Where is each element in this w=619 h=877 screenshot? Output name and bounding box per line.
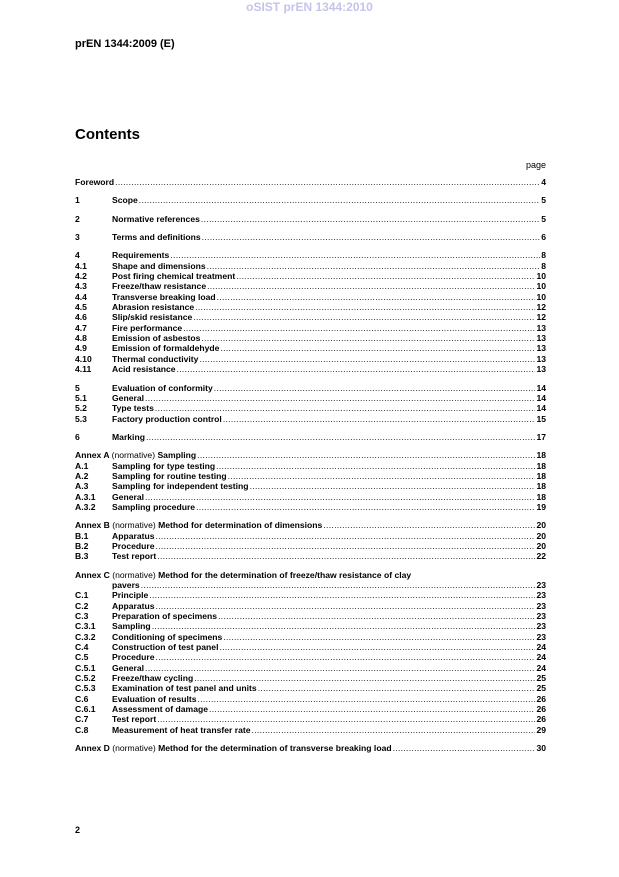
toc-entry-title: General (112, 392, 145, 403)
leader-dots (145, 393, 535, 403)
leader-dots (207, 281, 535, 291)
watermark: oSIST prEN 1344:2010 (246, 0, 373, 14)
toc-entry-title: Sampling for independent testing (112, 481, 249, 492)
leader-dots (194, 673, 535, 683)
toc-section-number: A.2 (75, 470, 89, 481)
group-spacer (75, 735, 546, 743)
toc-entry-title (75, 520, 322, 530)
toc-entry[interactable] (75, 364, 546, 374)
leader-dots (183, 323, 535, 333)
toc-entry[interactable] (75, 250, 546, 260)
leader-dots (156, 541, 536, 551)
toc-entry-title: Measurement of heat transfer rate (112, 724, 251, 735)
annex-label: Annex C (75, 569, 113, 580)
toc-entry[interactable] (75, 383, 546, 393)
leader-dots (250, 481, 536, 491)
toc-entry[interactable] (75, 281, 546, 291)
annex-title: Method for determination of dimensions (158, 520, 323, 531)
toc-entry[interactable] (75, 333, 546, 343)
toc-entry-annex[interactable] (75, 520, 546, 530)
toc-page-number: 5 (541, 195, 546, 206)
leader-dots (223, 414, 536, 424)
toc-page-number: 18 (536, 491, 546, 502)
toc-section-number: A.3.1 (75, 491, 96, 502)
toc-page-number: 14 (536, 392, 546, 403)
toc-section-number: C.4 (75, 642, 89, 653)
leader-dots (223, 632, 535, 642)
toc-entry-title-cont: pavers (112, 580, 140, 590)
toc-page-number: 12 (536, 312, 546, 323)
toc-page-number: 30 (536, 743, 546, 754)
toc-page-number: 18 (536, 460, 546, 471)
leader-dots (156, 601, 536, 611)
toc-section-number: B.3 (75, 551, 89, 562)
toc-section-number: 2 (75, 213, 80, 224)
leader-dots (145, 492, 535, 502)
leader-dots (170, 250, 540, 260)
toc-page-number: 26 (536, 704, 546, 715)
toc-entry-title: Apparatus (112, 530, 155, 541)
toc-page-number: 23 (536, 600, 546, 611)
toc-entry[interactable] (75, 601, 546, 611)
toc-page-number: 25 (536, 683, 546, 694)
leader-dots (209, 704, 535, 714)
toc-section-number: 6 (75, 431, 80, 442)
leader-dots (149, 590, 535, 600)
leader-dots (201, 333, 535, 343)
toc-entry[interactable] (75, 663, 546, 673)
toc-page-number: 14 (536, 382, 546, 393)
toc-entry[interactable] (75, 541, 546, 551)
toc-section-number: 4.8 (75, 333, 87, 344)
toc-entry-annex[interactable] (75, 450, 546, 460)
toc-page-number: 22 (536, 551, 546, 562)
toc-page-number: 19 (536, 501, 546, 512)
toc-entry[interactable] (75, 725, 546, 735)
toc-entry-title: Test report (112, 551, 157, 562)
leader-dots (202, 232, 541, 242)
toc-section-number: A.3 (75, 481, 89, 492)
toc-entry[interactable] (75, 632, 546, 642)
toc-entry[interactable] (75, 403, 546, 413)
toc-entry-title: Preparation of specimens (112, 611, 218, 622)
toc-page-number: 8 (541, 250, 546, 261)
toc-entry[interactable] (75, 652, 546, 662)
toc-entry-title (75, 450, 196, 460)
group-spacer (75, 562, 546, 570)
toc-section-number: 5.1 (75, 392, 87, 403)
toc-section-number: 4.4 (75, 291, 87, 302)
toc-entry[interactable] (75, 471, 546, 481)
toc-section-number: C.3 (75, 611, 89, 622)
toc-entry-title: Factory production control (112, 413, 222, 424)
group-spacer (75, 206, 546, 214)
toc-section-number: C.8 (75, 724, 89, 735)
toc-page-number: 13 (536, 364, 546, 375)
toc-page-number: 17 (536, 431, 546, 442)
leader-dots (199, 354, 535, 364)
toc-entry[interactable] (75, 673, 546, 683)
toc-entry-title: Apparatus (112, 600, 155, 611)
group-spacer (75, 224, 546, 232)
toc-entry[interactable] (75, 621, 546, 631)
toc-entry-title: Slip/skid resistance (112, 312, 193, 323)
leader-dots (258, 683, 536, 693)
toc-entry-title: Requirements (112, 250, 170, 261)
leader-dots (156, 652, 536, 662)
document-header: prEN 1344:2009 (E) (75, 38, 175, 50)
toc-section-number: 1 (75, 195, 80, 206)
toc-entry[interactable] (75, 271, 546, 281)
toc-entry-annex[interactable] (75, 743, 546, 753)
toc-entry[interactable] (75, 195, 546, 205)
toc-entry-title: General (112, 662, 145, 673)
toc-entry-title: General (112, 491, 145, 502)
toc-entry[interactable] (75, 232, 546, 242)
toc-entry[interactable] (75, 177, 546, 187)
leader-dots (216, 461, 535, 471)
toc-page-number: 13 (536, 343, 546, 354)
toc-entry-title: Test report (112, 714, 157, 725)
toc-section-number: C.5.1 (75, 662, 96, 673)
toc-entry-title: Sampling (112, 621, 151, 632)
toc-page-number: 13 (536, 353, 546, 364)
toc-section-number: 4.6 (75, 312, 87, 323)
page-column-label: page (525, 160, 546, 170)
toc-entry[interactable] (75, 531, 546, 541)
toc-entry-title: Emission of asbestos (112, 333, 201, 344)
toc-entry-title: Type tests (112, 403, 154, 414)
toc-entry[interactable] (75, 481, 546, 491)
toc-entry[interactable] (75, 292, 546, 302)
leader-dots (207, 261, 541, 271)
toc-entry-title: Evaluation of conformity (112, 382, 213, 393)
annex-label: Annex B (75, 520, 113, 531)
toc-page-number: 23 (536, 590, 546, 601)
toc-section-number: 4 (75, 250, 80, 261)
page-number: 2 (75, 825, 81, 835)
leader-dots (201, 214, 540, 224)
toc-entry-title: Assessment of damage (112, 704, 208, 715)
table-of-contents (75, 177, 546, 754)
group-spacer (75, 187, 546, 195)
toc-section-number: 5.2 (75, 403, 87, 414)
toc-entry-title: Examination of test panel and units (112, 683, 257, 694)
toc-page-number: 8 (541, 260, 546, 271)
group-spacer (75, 512, 546, 520)
toc-entry-title: Sampling procedure (112, 501, 196, 512)
toc-section-number: A.1 (75, 460, 89, 471)
leader-dots (139, 195, 540, 205)
toc-entry-title: Acid resistance (112, 364, 176, 375)
toc-section-number: 5 (75, 382, 80, 393)
toc-section-number: C.5 (75, 652, 89, 663)
annex-qualifier: (normative) (111, 450, 158, 461)
toc-section-number: 3 (75, 232, 80, 243)
page-title: Contents (75, 126, 140, 143)
toc-section-number: C.6 (75, 693, 89, 704)
toc-entry-title: Terms and definitions (112, 232, 201, 243)
annex-qualifier: (normative) (112, 743, 159, 754)
toc-entry-title: Freeze/thaw cycling (112, 673, 194, 684)
toc-entry[interactable] (75, 461, 546, 471)
toc-entry-title: Post firing chemical treatment (112, 271, 236, 282)
toc-entry-title: Emission of formaldehyde (112, 343, 220, 354)
toc-entry[interactable] (75, 312, 546, 322)
leader-dots (152, 621, 536, 631)
toc-page-number: 10 (536, 281, 546, 292)
toc-section-number: B.2 (75, 540, 89, 551)
toc-entry-title: Transverse breaking load (112, 291, 216, 302)
leader-dots (146, 432, 535, 442)
toc-entry[interactable] (75, 414, 546, 424)
toc-section-number: B.1 (75, 530, 89, 541)
leader-dots (196, 502, 535, 512)
leader-dots (198, 694, 536, 704)
toc-section-number: C.5.2 (75, 673, 96, 684)
leader-dots (155, 403, 536, 413)
toc-page-number: 14 (536, 403, 546, 414)
leader-dots (228, 471, 536, 481)
toc-page-number: 23 (536, 580, 546, 590)
annex-title: Method for the determination of transverse breaking load (158, 743, 392, 754)
leader-dots (252, 725, 536, 735)
toc-page-number: 13 (536, 333, 546, 344)
toc-page-number: 18 (536, 470, 546, 481)
toc-section-number: A.3.2 (75, 501, 96, 512)
toc-section-number: C.3.2 (75, 631, 96, 642)
toc-entry-title: Foreword (75, 177, 115, 187)
toc-page-number: 25 (536, 673, 546, 684)
toc-entry-title (75, 570, 411, 580)
toc-page-number: 29 (536, 724, 546, 735)
toc-page-number: 20 (536, 520, 546, 531)
toc-entry-title: Conditioning of specimens (112, 631, 223, 642)
toc-entry[interactable] (75, 214, 546, 224)
toc-page-number: 23 (536, 621, 546, 632)
leader-dots (193, 312, 535, 322)
group-spacer (75, 375, 546, 383)
toc-section-number: 4.2 (75, 271, 87, 282)
toc-entry-title: Thermal conductivity (112, 353, 199, 364)
toc-page-number: 20 (536, 530, 546, 541)
toc-section-number: C.7 (75, 714, 89, 725)
leader-dots (141, 580, 536, 590)
leader-dots (393, 743, 536, 753)
toc-page-number: 26 (536, 714, 546, 725)
leader-dots (197, 450, 535, 460)
toc-section-number: 4.7 (75, 322, 87, 333)
toc-page-number: 24 (536, 662, 546, 673)
toc-entry-title (75, 743, 392, 753)
toc-entry[interactable] (75, 502, 546, 512)
toc-entry-title: Sampling for type testing (112, 460, 216, 471)
toc-entry[interactable] (75, 354, 546, 364)
toc-page-number: 24 (536, 642, 546, 653)
annex-label: Annex D (75, 743, 113, 754)
toc-page-number: 13 (536, 322, 546, 333)
toc-page-number: 6 (541, 232, 546, 243)
toc-entry-title: Marking (112, 431, 145, 442)
toc-entry[interactable] (75, 694, 546, 704)
toc-section-number: 4.11 (75, 364, 92, 375)
toc-page-number: 12 (536, 302, 546, 313)
toc-page-number: 23 (536, 611, 546, 622)
toc-section-number: C.3.1 (75, 621, 96, 632)
toc-page-number: 10 (536, 271, 546, 282)
leader-dots (220, 343, 535, 353)
annex-title: Sampling (157, 450, 197, 461)
toc-page-number: 26 (536, 693, 546, 704)
leader-dots (323, 520, 535, 530)
toc-entry[interactable] (75, 393, 546, 403)
toc-entry-title: Sampling for routine testing (112, 470, 227, 481)
toc-entry[interactable] (75, 704, 546, 714)
toc-entry-title: Procedure (112, 652, 155, 663)
annex-qualifier: (normative) (112, 569, 159, 580)
toc-entry[interactable] (75, 714, 546, 724)
toc-entry-title: Fire performance (112, 322, 183, 333)
toc-section-number: 5.3 (75, 413, 87, 424)
group-spacer (75, 242, 546, 250)
toc-entry[interactable] (75, 611, 546, 621)
leader-dots (219, 642, 535, 652)
toc-entry-title: Principle (112, 590, 149, 601)
toc-page-number: 18 (536, 450, 546, 461)
toc-entry[interactable] (75, 492, 546, 502)
toc-entry-title: Normative references (112, 213, 200, 224)
leader-dots (236, 271, 535, 281)
toc-page-number: 15 (536, 413, 546, 424)
toc-page-number: 24 (536, 652, 546, 663)
toc-entry[interactable] (75, 261, 546, 271)
toc-entry-title: Construction of test panel (112, 642, 219, 653)
toc-page-number: 18 (536, 481, 546, 492)
toc-entry-title: Evaluation of results (112, 693, 197, 704)
toc-entry-title: Procedure (112, 540, 155, 551)
toc-section-number: C.6.1 (75, 704, 96, 715)
toc-page-number: 5 (541, 213, 546, 224)
leader-dots (156, 531, 536, 541)
group-spacer (75, 424, 546, 432)
toc-entry-title: Shape and dimensions (112, 260, 206, 271)
leader-dots (157, 551, 535, 561)
leader-dots (177, 364, 536, 374)
toc-entry-title: Abrasion resistance (112, 302, 195, 313)
toc-section-number: 4.10 (75, 353, 92, 364)
toc-entry[interactable] (75, 323, 546, 333)
annex-qualifier: (normative) (112, 520, 159, 531)
toc-entry[interactable] (75, 551, 546, 561)
toc-page-number: 4 (541, 177, 546, 187)
leader-dots (217, 292, 536, 302)
annex-title: Method for the determination of freeze/thaw resistance of clay (158, 569, 412, 580)
toc-entry-title: Freeze/thaw resistance (112, 281, 207, 292)
toc-entry-title: Scope (112, 195, 138, 206)
toc-page-number: 23 (536, 631, 546, 642)
toc-page-number: 10 (536, 291, 546, 302)
toc-section-number: C.1 (75, 590, 89, 601)
leader-dots (218, 611, 535, 621)
leader-dots (195, 302, 535, 312)
toc-entry[interactable] (75, 683, 546, 693)
group-spacer (75, 442, 546, 450)
leader-dots (214, 383, 536, 393)
toc-section-number: 4.3 (75, 281, 87, 292)
leader-dots (145, 663, 535, 673)
toc-entry[interactable] (75, 590, 546, 600)
toc-entry-annex[interactable] (75, 570, 546, 580)
toc-entry[interactable] (75, 432, 546, 442)
toc-section-number: 4.5 (75, 302, 87, 313)
toc-section-number: 4.1 (75, 260, 87, 271)
toc-section-number: C.5.3 (75, 683, 96, 694)
toc-entry[interactable] (75, 642, 546, 652)
leader-dots (157, 714, 535, 724)
toc-section-number: C.2 (75, 600, 89, 611)
toc-entry[interactable] (75, 302, 546, 312)
toc-entry[interactable] (75, 343, 546, 353)
toc-entry-continuation[interactable] (75, 580, 546, 590)
toc-section-number: 4.9 (75, 343, 87, 354)
toc-page-number: 20 (536, 540, 546, 551)
leader-dots (115, 177, 540, 187)
annex-label: Annex A (75, 450, 112, 461)
